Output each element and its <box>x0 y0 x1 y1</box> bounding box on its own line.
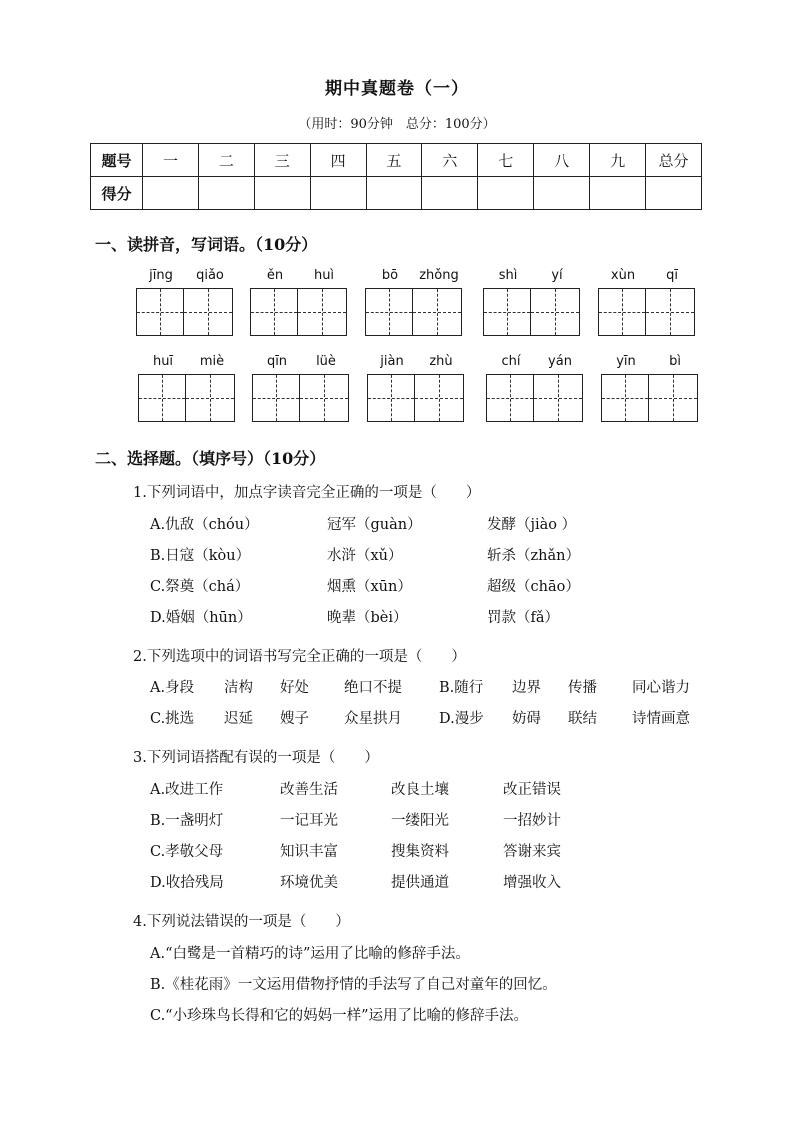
score-cell[interactable] <box>254 177 310 210</box>
option-text: 增强收入 <box>503 875 561 891</box>
score-label: 得分 <box>91 177 143 210</box>
option-text: D.婚姻（hūn） <box>150 610 252 626</box>
option-text: 发酵（jiào ） <box>487 517 577 533</box>
page-title: 期中真题卷（一） <box>325 79 469 99</box>
pinyin-syllable: qī <box>666 268 678 283</box>
column-header: 九 <box>590 144 646 177</box>
option-text: 众星拱月 <box>344 711 402 727</box>
option-text: 绝口不提 <box>344 680 402 696</box>
option-text: 斩杀（zhǎn） <box>487 548 580 564</box>
option-text: 提供通道 <box>391 875 449 891</box>
pinyin-syllable: qiǎo <box>196 268 224 283</box>
score-cell[interactable] <box>143 177 199 210</box>
option-text: C.祭奠（chá） <box>150 579 250 595</box>
pinyin-syllable: yán <box>548 354 572 369</box>
score-cell[interactable] <box>646 177 702 210</box>
option-text: B.日寇（kòu） <box>150 548 251 564</box>
column-header: 五 <box>366 144 422 177</box>
option-text: A.仇敌（chóu） <box>150 517 259 533</box>
writing-grid[interactable] <box>367 374 464 422</box>
pinyin-syllable: jiàn <box>380 354 404 369</box>
option-text: D.收拾残局 <box>150 875 224 891</box>
option-a: A.“白鹭是一首精巧的诗”运用了比喻的修辞手法。 <box>150 946 470 962</box>
question-number-label: 题号 <box>91 144 143 177</box>
section-2-title: 二、选择题。（填序号）（10分） <box>95 449 326 468</box>
column-header: 三 <box>254 144 310 177</box>
score-table-score-row <box>91 177 702 210</box>
option-text: 晚辈（bèi） <box>327 610 408 626</box>
score-cell[interactable] <box>590 177 646 210</box>
pinyin-syllable: lüè <box>316 354 336 369</box>
writing-grid[interactable] <box>601 374 698 422</box>
option-text: 嫂子 <box>280 711 309 727</box>
option-text: C.挑选 <box>150 711 195 727</box>
writing-grid[interactable] <box>483 288 580 336</box>
option-text: 知识丰富 <box>280 844 338 860</box>
option-text: C.孝敬父母 <box>150 844 224 860</box>
score-table <box>90 143 702 210</box>
column-header: 六 <box>422 144 478 177</box>
pinyin-syllable: bì <box>669 354 681 369</box>
option-text: A.身段 <box>150 680 195 696</box>
option-c: C.“小珍珠鸟长得和它的妈妈一样”运用了比喻的修辞手法。 <box>150 1008 529 1024</box>
option-b: B.《桂花雨》一文运用借物抒情的手法写了自己对童年的回忆。 <box>150 977 557 993</box>
column-header: 一 <box>143 144 199 177</box>
option-text: A.改进工作 <box>150 782 224 798</box>
column-header: 七 <box>478 144 534 177</box>
writing-grid[interactable] <box>598 288 695 336</box>
question-4-stem: 4.下列说法错误的一项是（ ） <box>133 914 350 930</box>
pinyin-syllable: qīn <box>266 354 288 369</box>
option-text: 迟延 <box>224 711 253 727</box>
question-3-stem: 3.下列词语搭配有误的一项是（ ） <box>133 750 379 766</box>
section-1-title: 一、读拼音，写词语。（10分） <box>95 235 318 254</box>
pinyin-syllable: chí <box>501 354 521 369</box>
score-cell[interactable] <box>534 177 590 210</box>
option-text: 答谢来宾 <box>503 844 561 860</box>
writing-grid[interactable] <box>365 288 462 336</box>
column-header: 四 <box>310 144 366 177</box>
pinyin-syllable: zhù <box>429 354 453 369</box>
pinyin-syllable: xùn <box>610 268 636 283</box>
option-text: 水浒（xǔ） <box>327 548 403 564</box>
option-text: 搜集资料 <box>391 844 449 860</box>
pinyin-syllable: zhǒng <box>419 268 459 283</box>
pinyin-syllable: jīng <box>149 268 173 283</box>
score-cell[interactable] <box>310 177 366 210</box>
option-text: 好处 <box>280 680 309 696</box>
writing-grid[interactable] <box>138 374 235 422</box>
exam-info: （用时：90分钟 总分：100分） <box>298 117 496 132</box>
option-text: 改正错误 <box>503 782 561 798</box>
pinyin-syllable: huī <box>152 354 174 369</box>
column-header: 二 <box>198 144 254 177</box>
score-cell[interactable] <box>422 177 478 210</box>
option-text: 超级（chāo） <box>487 579 580 595</box>
pinyin-syllable: yīn <box>616 354 636 369</box>
pinyin-syllable: shì <box>498 268 518 283</box>
option-text: 环境优美 <box>280 875 338 891</box>
option-text: 联结 <box>568 711 597 727</box>
question-2-stem: 2.下列选项中的词语书写完全正确的一项是（ ） <box>133 649 466 665</box>
option-text: 冠军（guàn） <box>327 517 422 533</box>
pinyin-syllable: ěn <box>266 268 284 283</box>
option-text: 改良土壤 <box>391 782 449 798</box>
score-cell[interactable] <box>198 177 254 210</box>
writing-grid[interactable] <box>250 288 347 336</box>
column-header: 八 <box>534 144 590 177</box>
score-cell[interactable] <box>366 177 422 210</box>
option-text: B.一盏明灯 <box>150 813 224 829</box>
option-text: 一缕阳光 <box>391 813 449 829</box>
pinyin-syllable: yí <box>551 268 563 283</box>
score-table-header-row <box>91 144 702 177</box>
option-text: 洁构 <box>224 680 253 696</box>
column-header: 总分 <box>646 144 702 177</box>
question-1-stem: 1.下列词语中，加点字读音完全正确的一项是（ ） <box>133 485 481 501</box>
option-text: 改善生活 <box>280 782 338 798</box>
pinyin-syllable: miè <box>199 354 225 369</box>
option-text: B.随行 <box>439 680 484 696</box>
option-text: 罚款（fǎ） <box>487 610 560 626</box>
option-text: 诗情画意 <box>632 711 690 727</box>
pinyin-syllable: bō <box>381 268 399 283</box>
option-text: 一记耳光 <box>280 813 338 829</box>
option-text: 边界 <box>512 680 541 696</box>
writing-grid[interactable] <box>486 374 583 422</box>
writing-grid[interactable] <box>136 288 233 336</box>
option-text: 传播 <box>568 680 597 696</box>
writing-grid[interactable] <box>252 374 349 422</box>
score-cell[interactable] <box>478 177 534 210</box>
pinyin-syllable: huì <box>313 268 335 283</box>
option-text: 一招妙计 <box>503 813 561 829</box>
option-text: 同心谐力 <box>632 680 690 696</box>
option-text: D.漫步 <box>439 711 484 727</box>
option-text: 妨碍 <box>512 711 541 727</box>
option-text: 烟熏（xūn） <box>327 579 412 595</box>
